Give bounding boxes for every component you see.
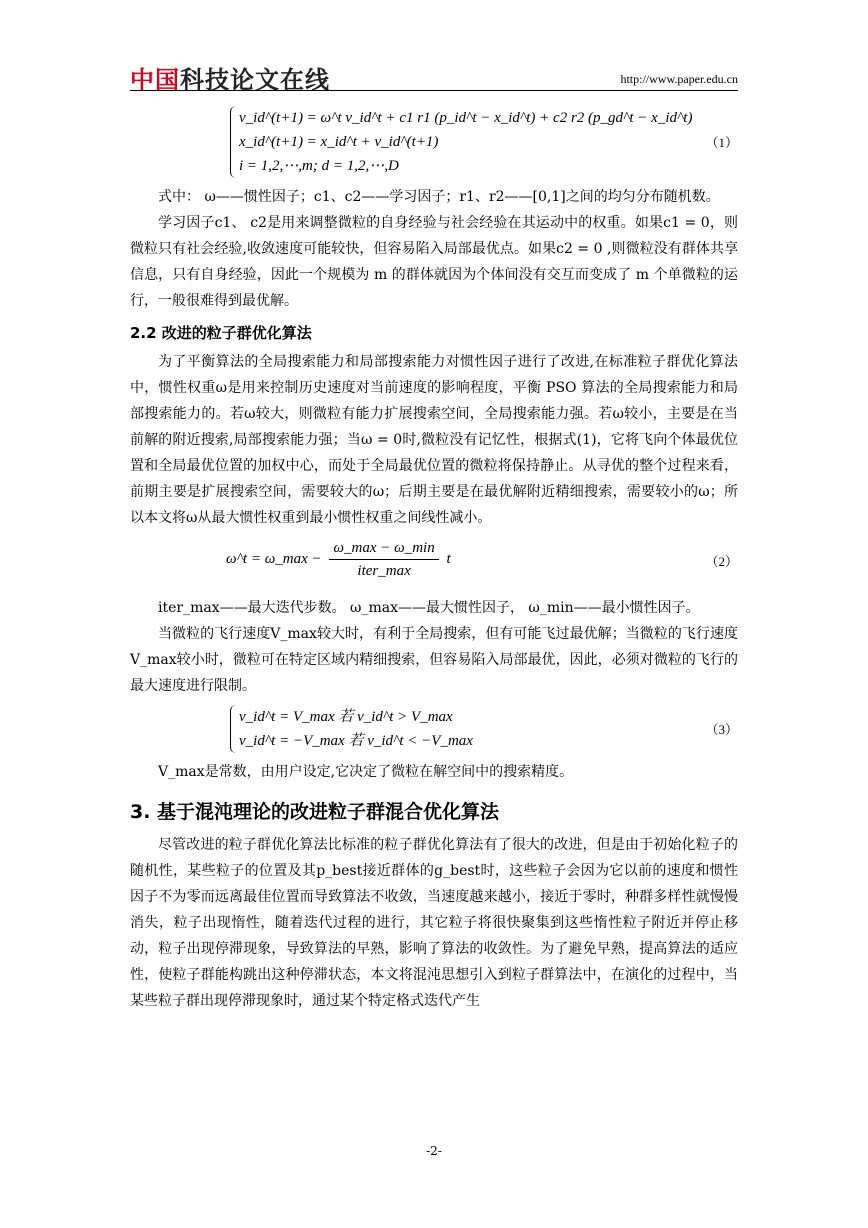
page-content: [130, 100, 738, 1014]
equation-2-numerator: ω_max − ω_min: [329, 537, 438, 560]
logo-dark-text: 科技论文在线: [180, 66, 330, 94]
equation-1-line-3: i = 1,2,⋯,m; d = 1,2,⋯,D: [239, 158, 399, 174]
logo-red-text: 中国: [130, 66, 180, 94]
section-heading-3: 3. 基于混沌理论的改进粒子群混合优化算法: [130, 801, 500, 823]
page-number: -2-: [426, 1144, 442, 1158]
paragraph-iter-definitions: iter_max——最大迭代步数。 ω_max——最大惯性因子， ω_min——最小惯性因子。: [158, 600, 700, 616]
equation-3-number: （3）: [705, 722, 738, 737]
equation-3-line-1: v_id^t = V_max 若 v_id^t > V_max: [239, 709, 453, 725]
section-heading-2-2: 2.2 改进的粒子群优化算法: [130, 324, 312, 342]
paragraph-symbols: 式中： ω——惯性因子；c1、c2——学习因子；r1、r2——[0,1]之间的均匀分布随机数。: [158, 189, 720, 205]
equation-1-line-2: x_id^(t+1) = x_id^t + v_id^(t+1): [239, 134, 439, 150]
equation-2: [226, 537, 738, 589]
equation-2-lhs: ω^t = ω_max −: [226, 550, 322, 567]
paragraph-vmax-constant: V_max是常数，由用户设定,它决定了微粒在解空间中的搜索精度。: [158, 764, 574, 780]
header-rule: [130, 90, 738, 91]
header-url[interactable]: http://www.paper.edu.cn: [620, 72, 738, 86]
paragraph-inertia-weight: 为了平衡算法的全局搜索能力和局部搜索能力对惯性因子进行了改进,在标准粒子群优化算法中，惯性权重ω是用来控制历史速度对当前速度的影响程度，平衡 PSO 算法的全局搜索能力和局部搜索能力的。若ω较大，则微粒有能力扩展搜索空间，全局搜索能力强。若ω较小，主要是在当前解的附近搜索,局部搜索能力强；当ω = 0时,微粒没有记忆性，根据式(1)，它将飞向个体最优位置和全局最优位置的加权中心，而处于全局最优位置的微粒将保持静止。从寻优的整个过程来看，前期主要是扩展搜索空间，需要较大的ω；后期主要是在最优解附近精细搜索，需要较小的ω；所以本文将ω从最大惯性权重到最小惯性权重之间线性减小。: [130, 354, 738, 526]
equation-1-line-1: v_id^(t+1) = ω^t v_id^t + c1 r1 (p_id^t − x_id^t) + c2 r2 (p_gd^t − x_id^t): [239, 110, 693, 126]
paragraph-velocity-limit: 当微粒的飞行速度V_max较大时，有利于全局搜索，但有可能飞过最优解；当微粒的飞行速度V_max较小时，微粒可在特定区域内精细搜索，但容易陷入局部最优，因此，必须对微粒的飞行的最大速度进行限制。: [130, 626, 738, 694]
equation-1: [130, 106, 738, 178]
equation-2-number: （2）: [705, 554, 738, 569]
equation-1-number: （1）: [705, 135, 738, 150]
paragraph-chaos-intro: 尽管改进的粒子群优化算法比标准的粒子群优化算法有了很大的改进，但是由于初始化粒子的随机性，某些粒子的位置及其p_best接近群体的g_best时，这些粒子会因为它以前的速度和惯性因子不为零而远离最佳位置而导致算法不收敛，当速度越来越小，接近于零时，种群多样性就慢慢消失，粒子出现惰性，随着迭代过程的进行，其它粒子将很快聚集到这些惰性粒子附近并停止移动，粒子出现停滞现象，导致算法的早熟，影响了算法的收敛性。为了避免早熟，提高算法的适应性，使粒子群能构跳出这种停滞状态，本文将混沌思想引入到粒子群算法中，在演化的过程中，当某些粒子群出现停滞现象时，通过某个特定格式迭代产生: [130, 837, 738, 1009]
equation-3: [130, 705, 738, 753]
equation-2-fraction: [329, 537, 438, 582]
equation-3-line-2: v_id^t = −V_max 若 v_id^t < −V_max: [239, 733, 473, 749]
equation-2-denominator: iter_max: [357, 563, 411, 579]
paragraph-learning-factors: 学习因子c1、 c2是用来调整微粒的自身经验与社会经验在其运动中的权重。如果c1 = 0，则微粒只有社会经验,收敛速度可能较快，但容易陷入局部最优点。如果c2 = 0 ,则微粒没有群体共享信息，只有自身经验，因此一个规模为 m 的群体就因为个体间没有交互而变成了 m 个单微粒的运行，一般很难得到最优解。: [130, 215, 738, 309]
equation-2-rhs: t: [446, 550, 451, 567]
